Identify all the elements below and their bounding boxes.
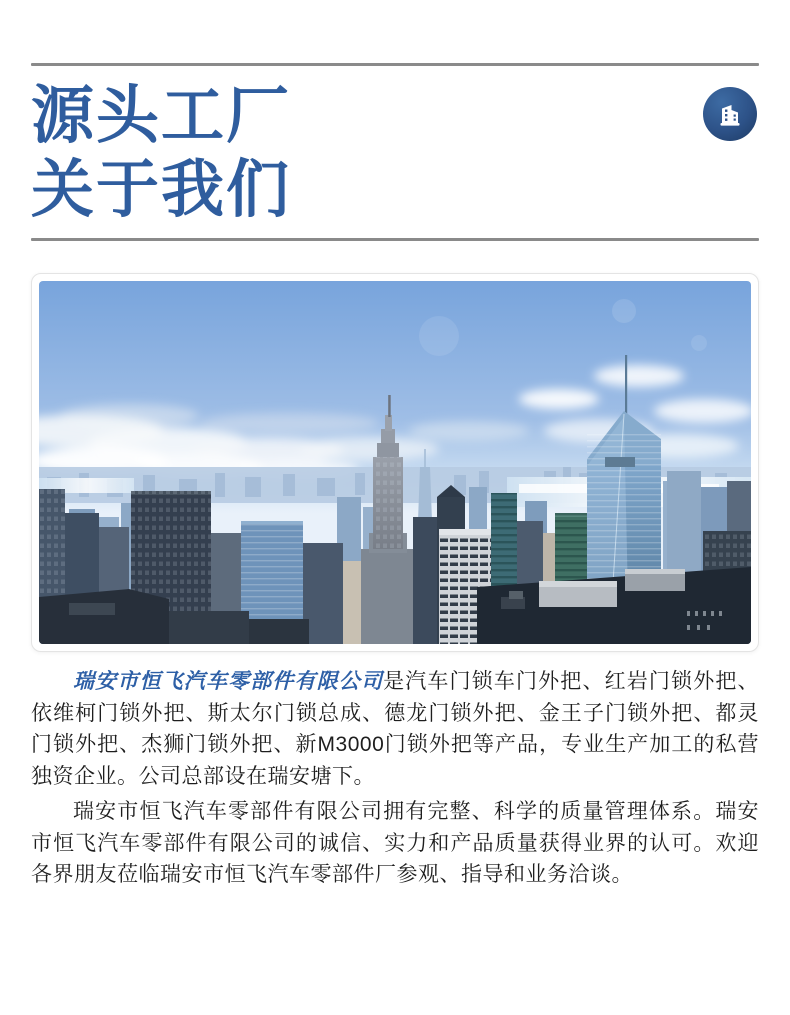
city-skyline-photo xyxy=(31,273,759,652)
about-paragraph-2: 瑞安市恒飞汽车零部件有限公司拥有完整、科学的质量管理体系。瑞安市恒飞汽车零部件有限公司的诚信、实力和产品质量获得业界的认可。欢迎各界朋友莅临瑞安市恒飞汽车零部件厂参观、指导和业务洽谈。 xyxy=(31,800,759,886)
top-divider xyxy=(31,63,759,66)
about-paragraph-1 xyxy=(31,666,759,792)
title-line-1: 源头工厂 xyxy=(31,81,291,151)
page-title xyxy=(31,79,291,227)
about-paragraph-1-body: 是汽车门锁车门外把、红岩门锁外把、依维柯门锁外把、斯太尔门锁总成、德龙门锁外把、金王子门锁外把、都灵门锁外把、杰狮门锁外把、新M3000门锁外把等产品，专业生产加工的私营独资企业。公司总部设在瑞安塘下。 xyxy=(31,670,760,788)
skyline-illustration xyxy=(39,281,751,644)
company-name: 瑞安市恒飞汽车零部件有限公司 xyxy=(73,670,384,693)
about-us-page xyxy=(0,63,790,1015)
building-icon xyxy=(703,87,757,141)
title-line-2: 关于我们 xyxy=(31,155,291,225)
section-header xyxy=(31,79,759,227)
bottom-divider xyxy=(31,238,759,241)
about-text xyxy=(31,666,759,891)
